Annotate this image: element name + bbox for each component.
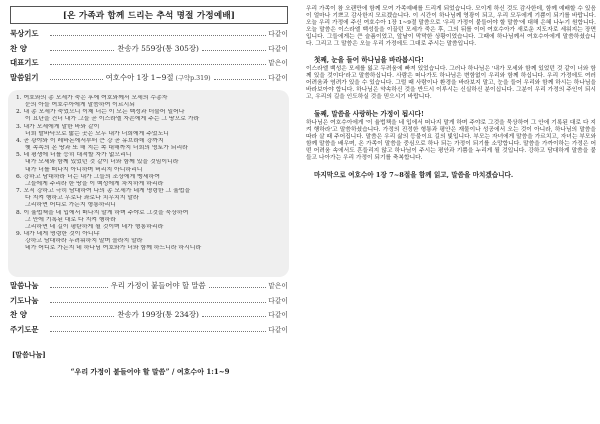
verse-line: 눈의 아들 여호수아에게 말씀하여 이르시되 — [25, 102, 135, 109]
verse-line: 9. 내가 네게 명령한 것이 아니냐 — [16, 230, 100, 237]
scripture-page: (구약p.319) — [175, 74, 211, 82]
page-title: [온 가족과 함께 드리는 추석 명절 가정예배] — [10, 6, 288, 24]
order-label: 말씀읽기 — [10, 72, 39, 82]
verse-line: 7. 오직 강하고 극히 담대하여 나의 종 모세가 네게 명령한 그 율법을 — [16, 188, 191, 195]
order-row — [10, 324, 288, 339]
verse-line: 그리하면 네 길이 평탄하게 될 것이며 네가 형통하리라 — [25, 223, 164, 230]
verse-line: 그리하면 어디로 가든지 형통하리니 — [25, 202, 116, 209]
order-leader: 다같이 — [268, 311, 288, 319]
order-row — [10, 309, 288, 324]
order-leader: 맡은이 — [268, 282, 288, 290]
dot-leader — [214, 79, 267, 80]
order-leader: 다같이 — [268, 30, 288, 38]
order-row — [10, 295, 288, 310]
order-label: 기도나눔 — [10, 295, 39, 305]
verse-line: 그 안에 기록된 대로 다 지켜 행하라 — [25, 216, 116, 223]
verse-line: 헷 족속의 온 땅과 또 해 지는 쪽 대해까지 너희의 영토가 되리라 — [25, 145, 188, 152]
sermon-column — [306, 6, 596, 420]
dot-leader — [50, 35, 266, 36]
order-leader: 다같이 — [268, 325, 288, 334]
dot-leader — [50, 331, 266, 332]
verse-line: 1. 여호와의 종 모세가 죽은 후에 여호와께서 모세의 수종자 — [16, 95, 168, 101]
point-paragraph-1: 이스라엘 백성은 모세를 잃고 두려움에 빠져 있었습니다. 그러나 하나님은 '내가 모세와 함께 있었던 것 같이 너와 함께 있을 것이다'라고 말씀하십니다. 사람은 떠나가도 하나님은 변함없이 우리와 함께 하십니다. 우리 가정에도 여러 어려움과 염려가 있을 수 있습니다. 그럴 때 사람이나 환경을 바라보지 말고, 눈을 들어 우리와 함께 하시는 하나님을 바라보아야 합니다. 하나님은 약속하신 것을 반드시 이루시는 신실하신 분이십니다. 그분이 우리 가정의 주인이 되시고, 우리의 길을 인도하실 것을 믿으시기 바랍니다. — [306, 66, 596, 101]
order-row — [10, 43, 288, 58]
sharing-heading: [말씀나눔] — [12, 350, 46, 359]
verse-line: 이 요단을 건너 내가 그들 곧 이스라엘 자손에게 주는 그 땅으로 가라 — [25, 116, 200, 123]
dot-leader — [202, 50, 266, 51]
order-row — [10, 280, 288, 295]
verse-line: 너희 발바닥으로 밟는 곳은 모두 내가 너희에게 주었노니 — [25, 130, 169, 137]
order-row — [10, 57, 288, 72]
verse-line: 5. 네 평생에 너를 능히 대적할 자가 없으리니 — [16, 152, 132, 159]
order-label: 주기도문 — [10, 324, 39, 334]
scripture-reference: 여호수아 1장 1~9절 — [105, 72, 174, 82]
hymn-number: 찬송가 559장(통 305장) — [117, 43, 199, 53]
verse-line: 8. 이 율법책을 네 입에서 떠나지 말게 하며 주야로 그것을 묵상하여 — [16, 209, 189, 216]
closing-line: 마지막으로 여호수아 1장 7~8절을 함께 읽고, 말씀을 마치겠습니다. — [314, 170, 514, 179]
scripture-reading-box — [8, 90, 289, 277]
order-leader: 다같이 — [268, 296, 288, 305]
verse-line: 4. 곧 광야와 이 레바논에서부터 큰 강 곧 유브라데 강까지 — [16, 137, 164, 144]
hymn-number: 찬송가 199장(통 234장) — [117, 310, 199, 319]
dot-leader — [50, 50, 114, 51]
verse-line: 내가 너를 떠나지 아니하며 버리지 아니하리니 — [25, 166, 143, 173]
order-label: 찬 양 — [10, 310, 27, 319]
order-leader: 다같이 — [268, 73, 288, 82]
dot-leader — [209, 287, 267, 288]
verse-line: 강하고 담대하라 두려워하지 말며 놀라지 말라 — [25, 238, 143, 245]
sermon-title: 우리 가정이 붙들어야 할 말씀 — [110, 281, 206, 290]
dot-leader — [50, 64, 266, 65]
verse-line: 내가 모세와 함께 있었던 것 같이 너와 함께 있을 것임이니라 — [25, 159, 179, 166]
verse-line: 2. 내 종 모세가 죽었으니 이제 너는 이 모든 백성과 더불어 일어나 — [16, 109, 185, 116]
verse-line: 6. 강하고 담대하라 너는 내가 그들의 조상에게 맹세하여 — [16, 173, 160, 180]
dot-leader — [50, 79, 103, 80]
order-label: 대표기도 — [10, 58, 39, 67]
dot-leader — [50, 316, 114, 317]
point-heading-2: 둘째, 말씀을 사랑하는 가정이 됩시다! — [314, 109, 424, 118]
worship-order-list — [10, 28, 288, 86]
dot-leader — [202, 316, 266, 317]
worship-order-column — [4, 6, 296, 420]
verse-line: 그들에게 주리라 한 땅을 이 백성에게 차지하게 하리라 — [25, 180, 164, 187]
verse-line: 3. 내가 모세에게 말한 바와 같이 — [16, 123, 100, 130]
order-label: 묵상기도 — [10, 29, 39, 38]
worship-order-list-2 — [10, 280, 288, 338]
dot-leader — [50, 302, 266, 303]
order-label: 말씀나눔 — [10, 281, 39, 290]
order-label: 찬 양 — [10, 43, 27, 53]
point-heading-1: 첫째, 눈을 들어 하나님을 바라봅시다! — [314, 56, 424, 65]
order-leader: 맡은이 — [268, 59, 288, 67]
dot-leader — [50, 287, 108, 288]
order-row — [10, 72, 288, 87]
verse-line: 다 지켜 행하고 우로나 좌로나 치우치지 말라 — [25, 195, 139, 202]
sermon-intro: 우리 가족이 참 오랜만에 함께 모여 가족예배를 드리게 되었습니다. 모이게 하신 것도 감사한데, 함께 예배할 수 있음이 얼마나 기쁘고 감사한지 모르겠습니다. 이 시간이 하나님께 영광이 되고, 우리 모두에게 기쁨이 되기를 바랍니다. 오늘 우리 가정에 주신 여호수아 1장 1~9절 말씀으로 '우리 가정이 붙들어야 할 말씀'에 대해 은혜 나누기 원합니다. 오늘 말씀은 이스라엘 백성들을 이끌던 모세가 죽은 후, 그의 뒤를 이어 여호수아가 새로운 지도자로 세워지는 장면입니다. 그들에게는 큰 슬픔이었고, 앞날이 막막한 상황이었습니다. 그때에 하나님께서 여호수아에게 말씀하셨습니다. 그리고 그 말씀은 오늘 우리 가정에도 그대로 주시는 말씀입니다. — [306, 6, 596, 48]
verse-line: 네가 어디로 가든지 네 하나님 여호와가 너와 함께 하느니라 하시니라 — [25, 245, 202, 252]
order-leader: 다같이 — [268, 44, 288, 53]
sermon-theme: “우리 가정이 붙들어야 할 말씀” / 여호수아 1:1~9 — [70, 367, 230, 376]
order-row — [10, 28, 288, 43]
point-paragraph-2: 하나님은 여호수아에게 '이 율법책을 네 입에서 떠나지 말게 하며 주야로 그것을 묵상하여 그 안에 기록된 대로 다 지켜 행하라'고 말씀하셨습니다. 가정의 진정한 형통과 평안은 재물이나 성공에서 오는 것이 아니라, 하나님의 말씀을 따라 살 때 주어집니다. 말씀은 우리 삶의 등불이요 길의 빛입니다. 부모는 자녀에게 말씀을 가르치고, 자녀는 부모와 함께 말씀을 배우며, 온 가족이 말씀을 중심으로 하나 되는 가정이 되기를 소망합니다. 말씀을 가까이하는 가정은 어떤 어려움 속에서도 흔들리지 않고 하나님이 주시는 평안과 기쁨을 누리게 될 것입니다. 강하고 담대하게 말씀을 붙들고 나아가는 우리 가정이 되기를 축복합니다. — [306, 119, 596, 161]
